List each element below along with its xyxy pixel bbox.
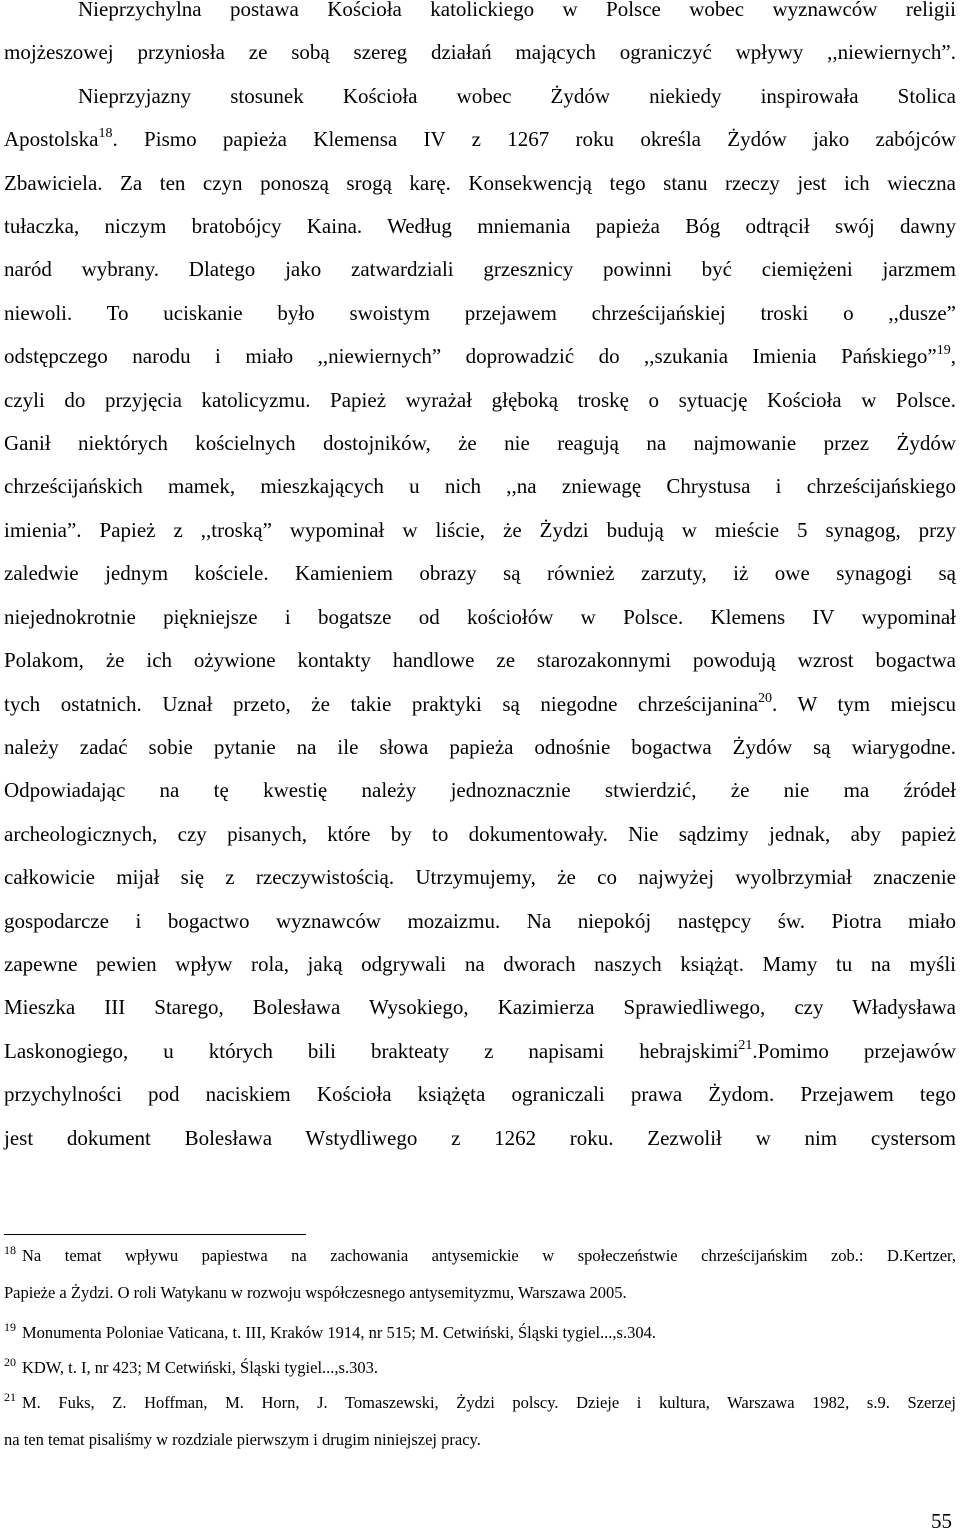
line-text: mojżeszowej przyniosła ze sobą szereg działań mających ograniczyć wpływy ,,niewiernych”.	[4, 40, 956, 65]
footnote-text: M. Fuks, Z. Hoffman, M. Horn, J. Tomaszewski, Żydzi polscy. Dzieje i kultura, Warszawa 1982, s.9. Szerzej	[22, 1393, 956, 1412]
text-line	[4, 118, 956, 161]
footnote-ref[interactable]: 19	[936, 343, 951, 359]
footnote-text: KDW, t. I, nr 423; M Cetwiński, Śląski tygiel...,s.303.	[22, 1358, 378, 1377]
text-line	[4, 248, 956, 291]
line-text: niewoli. To uciskanie było swoistym przejawem chrześcijańskiej troski o ,,dusze”	[4, 300, 956, 325]
line-text: całkowicie mijał się z rzeczywistością. Utrzymujemy, że co najwyżej wyolbrzymiał znaczenie	[4, 865, 956, 890]
line-text: chrześcijańskich mamek, mieszkających u nich ,,na zniewagę Chrystusa i chrześcijańskiego	[4, 474, 956, 499]
line-text: jest dokument Bolesława Wstydliwego z 1262 roku. Zezwolił w nim cystersom	[4, 1125, 956, 1150]
line-text: gospodarcze i bogactwo wyznawców mozaizmu. Na niepokój następcy św. Piotra miało	[4, 908, 956, 933]
text-line	[4, 465, 956, 508]
line-text: przychylności pod naciskiem Kościoła książęta ograniczali prawa Żydom. Przejawem tego	[4, 1082, 956, 1107]
line-text: zapewne pewien wpływ rola, jaką odgrywali na dworach naszych książąt. Mamy tu na myśli	[4, 951, 956, 976]
line-text: Ganił niektórych kościelnych dostojników, że nie reagują na najmowanie przez Żydów	[4, 431, 956, 456]
footnote-line	[4, 1243, 956, 1266]
footnote-ref[interactable]: 21	[738, 1037, 753, 1053]
text-line	[4, 509, 956, 552]
footnote	[4, 1390, 956, 1450]
footnote-text: na ten temat pisaliśmy w rozdziale pierwszym i drugim niniejszej pracy.	[4, 1430, 481, 1449]
text-line	[4, 1073, 956, 1116]
text-line	[4, 639, 956, 682]
footnote-text: Monumenta Poloniae Vaticana, t. III, Kraków 1914, nr 515; M. Cetwiński, Śląski tygiel...,s.304.	[22, 1323, 656, 1342]
text-line	[4, 813, 956, 856]
line-text: imienia”. Papież z ,,troską” wypominał w liście, że Żydzi budują w mieście 5 synagog, przy	[4, 517, 956, 542]
footnote-number: 21	[4, 1390, 16, 1404]
text-line	[4, 162, 956, 205]
footnote-number: 18	[4, 1243, 16, 1257]
text-line	[4, 205, 956, 248]
line-text: tych ostatnich. Uznał przeto, że takie praktyki są niegodne chrześcijanina	[4, 691, 759, 716]
text-line	[4, 292, 956, 335]
text-line	[4, 379, 956, 422]
line-text: . W tym miejscu	[772, 691, 956, 716]
footnote-ref[interactable]: 18	[98, 126, 113, 142]
line-text: .Pomimo przejawów	[752, 1038, 956, 1063]
text-line	[4, 943, 956, 986]
footnote-number: 20	[4, 1355, 16, 1369]
line-text: Nieprzychylna postawa Kościoła katolickiego w Polsce wobec wyznawców religii	[78, 0, 956, 21]
footnote-text: Papieże a Żydzi. O roli Watykanu w rozwoju współczesnego antysemityzmu, Warszawa 2005.	[4, 1283, 627, 1302]
line-text: odstępczego narodu i miało ,,niewiernych” doprowadzić do ,,szukania Imienia Pańskiego”	[4, 344, 937, 369]
text-line	[4, 335, 956, 378]
footnote-line	[4, 1355, 956, 1378]
line-text: ,	[950, 344, 956, 369]
line-text: Odpowiadając na tę kwestię należy jednoznacznie stwierdzić, że nie ma źródeł	[4, 778, 956, 803]
footnote-number: 19	[4, 1320, 16, 1334]
line-text: Mieszka III Starego, Bolesława Wysokiego, Kazimierza Sprawiedliwego, czy Władysława	[4, 995, 956, 1020]
line-text: Polakom, że ich ożywione kontakty handlowe ze starozakonnymi powodują wzrost bogactwa	[4, 648, 956, 673]
text-line	[4, 769, 956, 812]
line-text: Apostolska	[4, 127, 99, 152]
footnote-separator	[4, 1234, 306, 1235]
line-text: należy zadać sobie pytanie na ile słowa papieża odnośnie bogactwa Żydów są wiarygodne.	[4, 734, 956, 759]
text-line	[4, 683, 956, 726]
text-line	[4, 552, 956, 595]
text-line	[4, 726, 956, 769]
text-line	[4, 596, 956, 639]
footnote-line	[4, 1430, 956, 1450]
line-text: niejednokrotnie piękniejsze i bogatsze od kościołów w Polsce. Klemens IV wypominał	[4, 604, 956, 629]
line-text: Laskonogiego, u których bili brakteaty z napisami hebrajskimi	[4, 1038, 739, 1063]
footnote-line	[4, 1283, 956, 1303]
line-text: tułaczka, niczym bratobójcy Kaina. Według mniemania papieża Bóg odtrącił swój dawny	[4, 214, 956, 239]
footnote	[4, 1320, 956, 1343]
line-text: Nieprzyjazny stosunek Kościoła wobec Żydów niekiedy inspirowała Stolica	[78, 83, 956, 108]
line-text: Zbawiciela. Za ten czyn ponoszą srogą karę. Konsekwencją tego stanu rzeczy jest ich wieczna	[4, 170, 956, 195]
text-line	[4, 422, 956, 465]
text-line	[4, 0, 956, 31]
footnote	[4, 1355, 956, 1378]
text-line	[4, 31, 956, 74]
text-line	[4, 900, 956, 943]
body-paragraph	[4, 0, 956, 1160]
text-line	[4, 1117, 956, 1160]
line-text: zaledwie jednym kościele. Kamieniem obrazy są również zarzuty, iż owe synagogi są	[4, 561, 956, 586]
footnote-line	[4, 1390, 956, 1413]
line-text: archeologicznych, czy pisanych, które by to dokumentowały. Nie sądzimy jednak, aby papież	[4, 821, 956, 846]
footnote-ref[interactable]: 20	[758, 690, 773, 706]
text-line	[4, 986, 956, 1029]
footnote-text: Na temat wpływu papiestwa na zachowania antysemickie w społeczeństwie chrześcijańskim zob.: D.Kertzer,	[22, 1246, 956, 1265]
line-text: . Pismo papieża Klemensa IV z 1267 roku określa Żydów jako zabójców	[112, 127, 956, 152]
line-text: czyli do przyjęcia katolicyzmu. Papież wyrażał głęboką troskę o sytuację Kościoła w Polsce.	[4, 387, 956, 412]
text-line	[4, 856, 956, 899]
page-number: 55	[931, 1509, 952, 1533]
line-text: naród wybrany. Dlatego jako zatwardziali grzesznicy powinni być ciemiężeni jarzmem	[4, 257, 956, 282]
text-line	[4, 1030, 956, 1073]
text-line	[4, 75, 956, 118]
footnote	[4, 1243, 956, 1303]
footnote-line	[4, 1320, 956, 1343]
